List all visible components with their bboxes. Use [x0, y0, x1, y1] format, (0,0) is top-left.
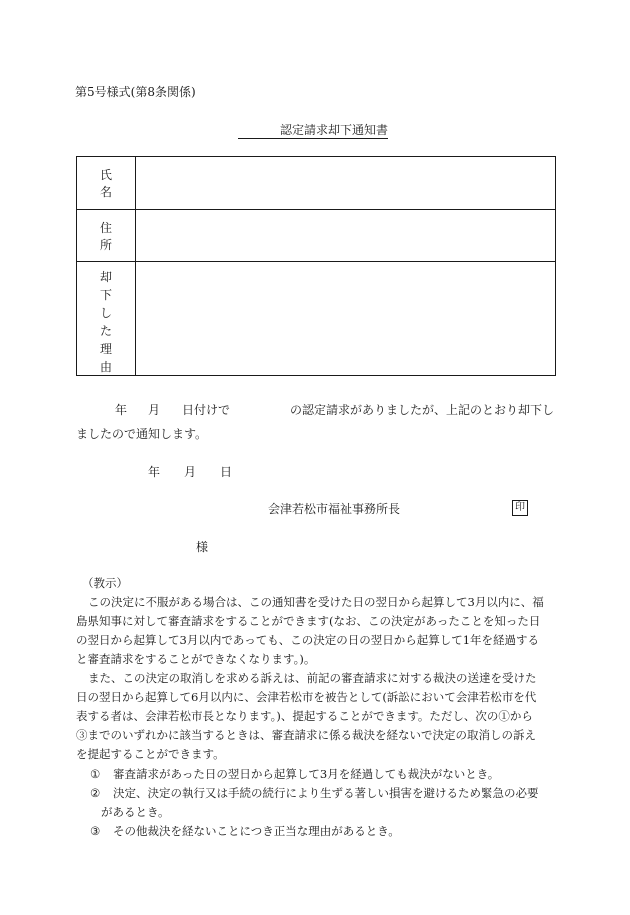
- document-title: 認定請求却下通知書: [238, 124, 388, 139]
- item-text: 審査請求があった日の翌日から起算して3月を経過しても裁決がないとき。: [113, 767, 500, 781]
- instruction-line: 表する者は、会津若松市長となります。)、提起することができます。ただし、次の①から: [76, 709, 533, 723]
- notice-text-1: の認定請求がありましたが、上記のとおり却下し: [290, 403, 555, 417]
- reason-char: 理: [99, 342, 112, 356]
- applicant-table: [76, 156, 556, 376]
- notice-year: 年: [115, 403, 128, 417]
- reason-char: 下: [99, 288, 112, 302]
- notice-day: 日付けで: [182, 403, 231, 417]
- reason-char: し: [99, 306, 112, 320]
- name-label: 氏 名: [77, 157, 136, 210]
- item-text: 決定、決定の執行又は手続の続行により生ずる著しい損害を避けるため緊急の必要: [113, 786, 539, 800]
- address-label: 住 所: [77, 210, 136, 262]
- name-row: [77, 157, 556, 210]
- date-year: 年: [148, 465, 161, 479]
- notice-month: 月: [148, 403, 161, 417]
- reason-char: た: [99, 324, 112, 338]
- reason-label: [77, 262, 136, 376]
- seal-mark: 印: [512, 500, 528, 516]
- item-number: ①: [90, 767, 101, 781]
- date-month: 月: [184, 465, 197, 479]
- item-number: ②: [90, 786, 101, 800]
- address-row: [77, 210, 556, 262]
- instruction-line: 日の翌日から起算して6月以内に、会津若松市を被告として(訴訟において会津若松市を代: [76, 690, 537, 704]
- instruction-line: を提起することができます。: [76, 747, 225, 761]
- instruction-line: 島県知事に対して審査請求をすることができます(なお、この決定があったことを知った日: [76, 614, 541, 628]
- instruction-line: ③までのいずれかに該当するときは、審査請求に係る裁決を経ないで決定の取消しの訴え: [76, 728, 536, 742]
- item-number: ③: [90, 824, 101, 838]
- reason-row: [77, 262, 556, 376]
- item-text: その他裁決を経ないことにつき正当な理由があるとき。: [113, 824, 400, 838]
- notice-text-2: ましたので通知します。: [76, 427, 208, 441]
- date-day: 日: [220, 465, 233, 479]
- reason-char: 却: [99, 270, 112, 284]
- addressee-suffix: 様: [196, 540, 209, 554]
- instruction-line: また、この決定の取消しを求める訴えは、前記の審査請求に対する裁決の送達を受けた: [88, 671, 537, 685]
- instruction-line: と審査請求をすることができなくなります。)。: [76, 652, 316, 666]
- issuer: 会津若松市福祉事務所長: [268, 502, 401, 516]
- address-field[interactable]: [136, 210, 556, 262]
- reason-field[interactable]: [136, 262, 556, 376]
- form-number: 第5号様式(第8条関係): [75, 85, 196, 99]
- instruction-line: この決定に不服がある場合は、この通知書を受けた日の翌日から起算して3月以内に、福: [88, 595, 544, 609]
- item-text-continued: があるとき。: [101, 805, 170, 819]
- instruction-heading: （教示）: [82, 576, 128, 590]
- instruction-line: の翌日から起算して3月以内であっても、この決定の日の翌日から起算して1年を経過する: [76, 633, 540, 647]
- name-field[interactable]: [136, 157, 556, 210]
- reason-char: 由: [99, 360, 112, 374]
